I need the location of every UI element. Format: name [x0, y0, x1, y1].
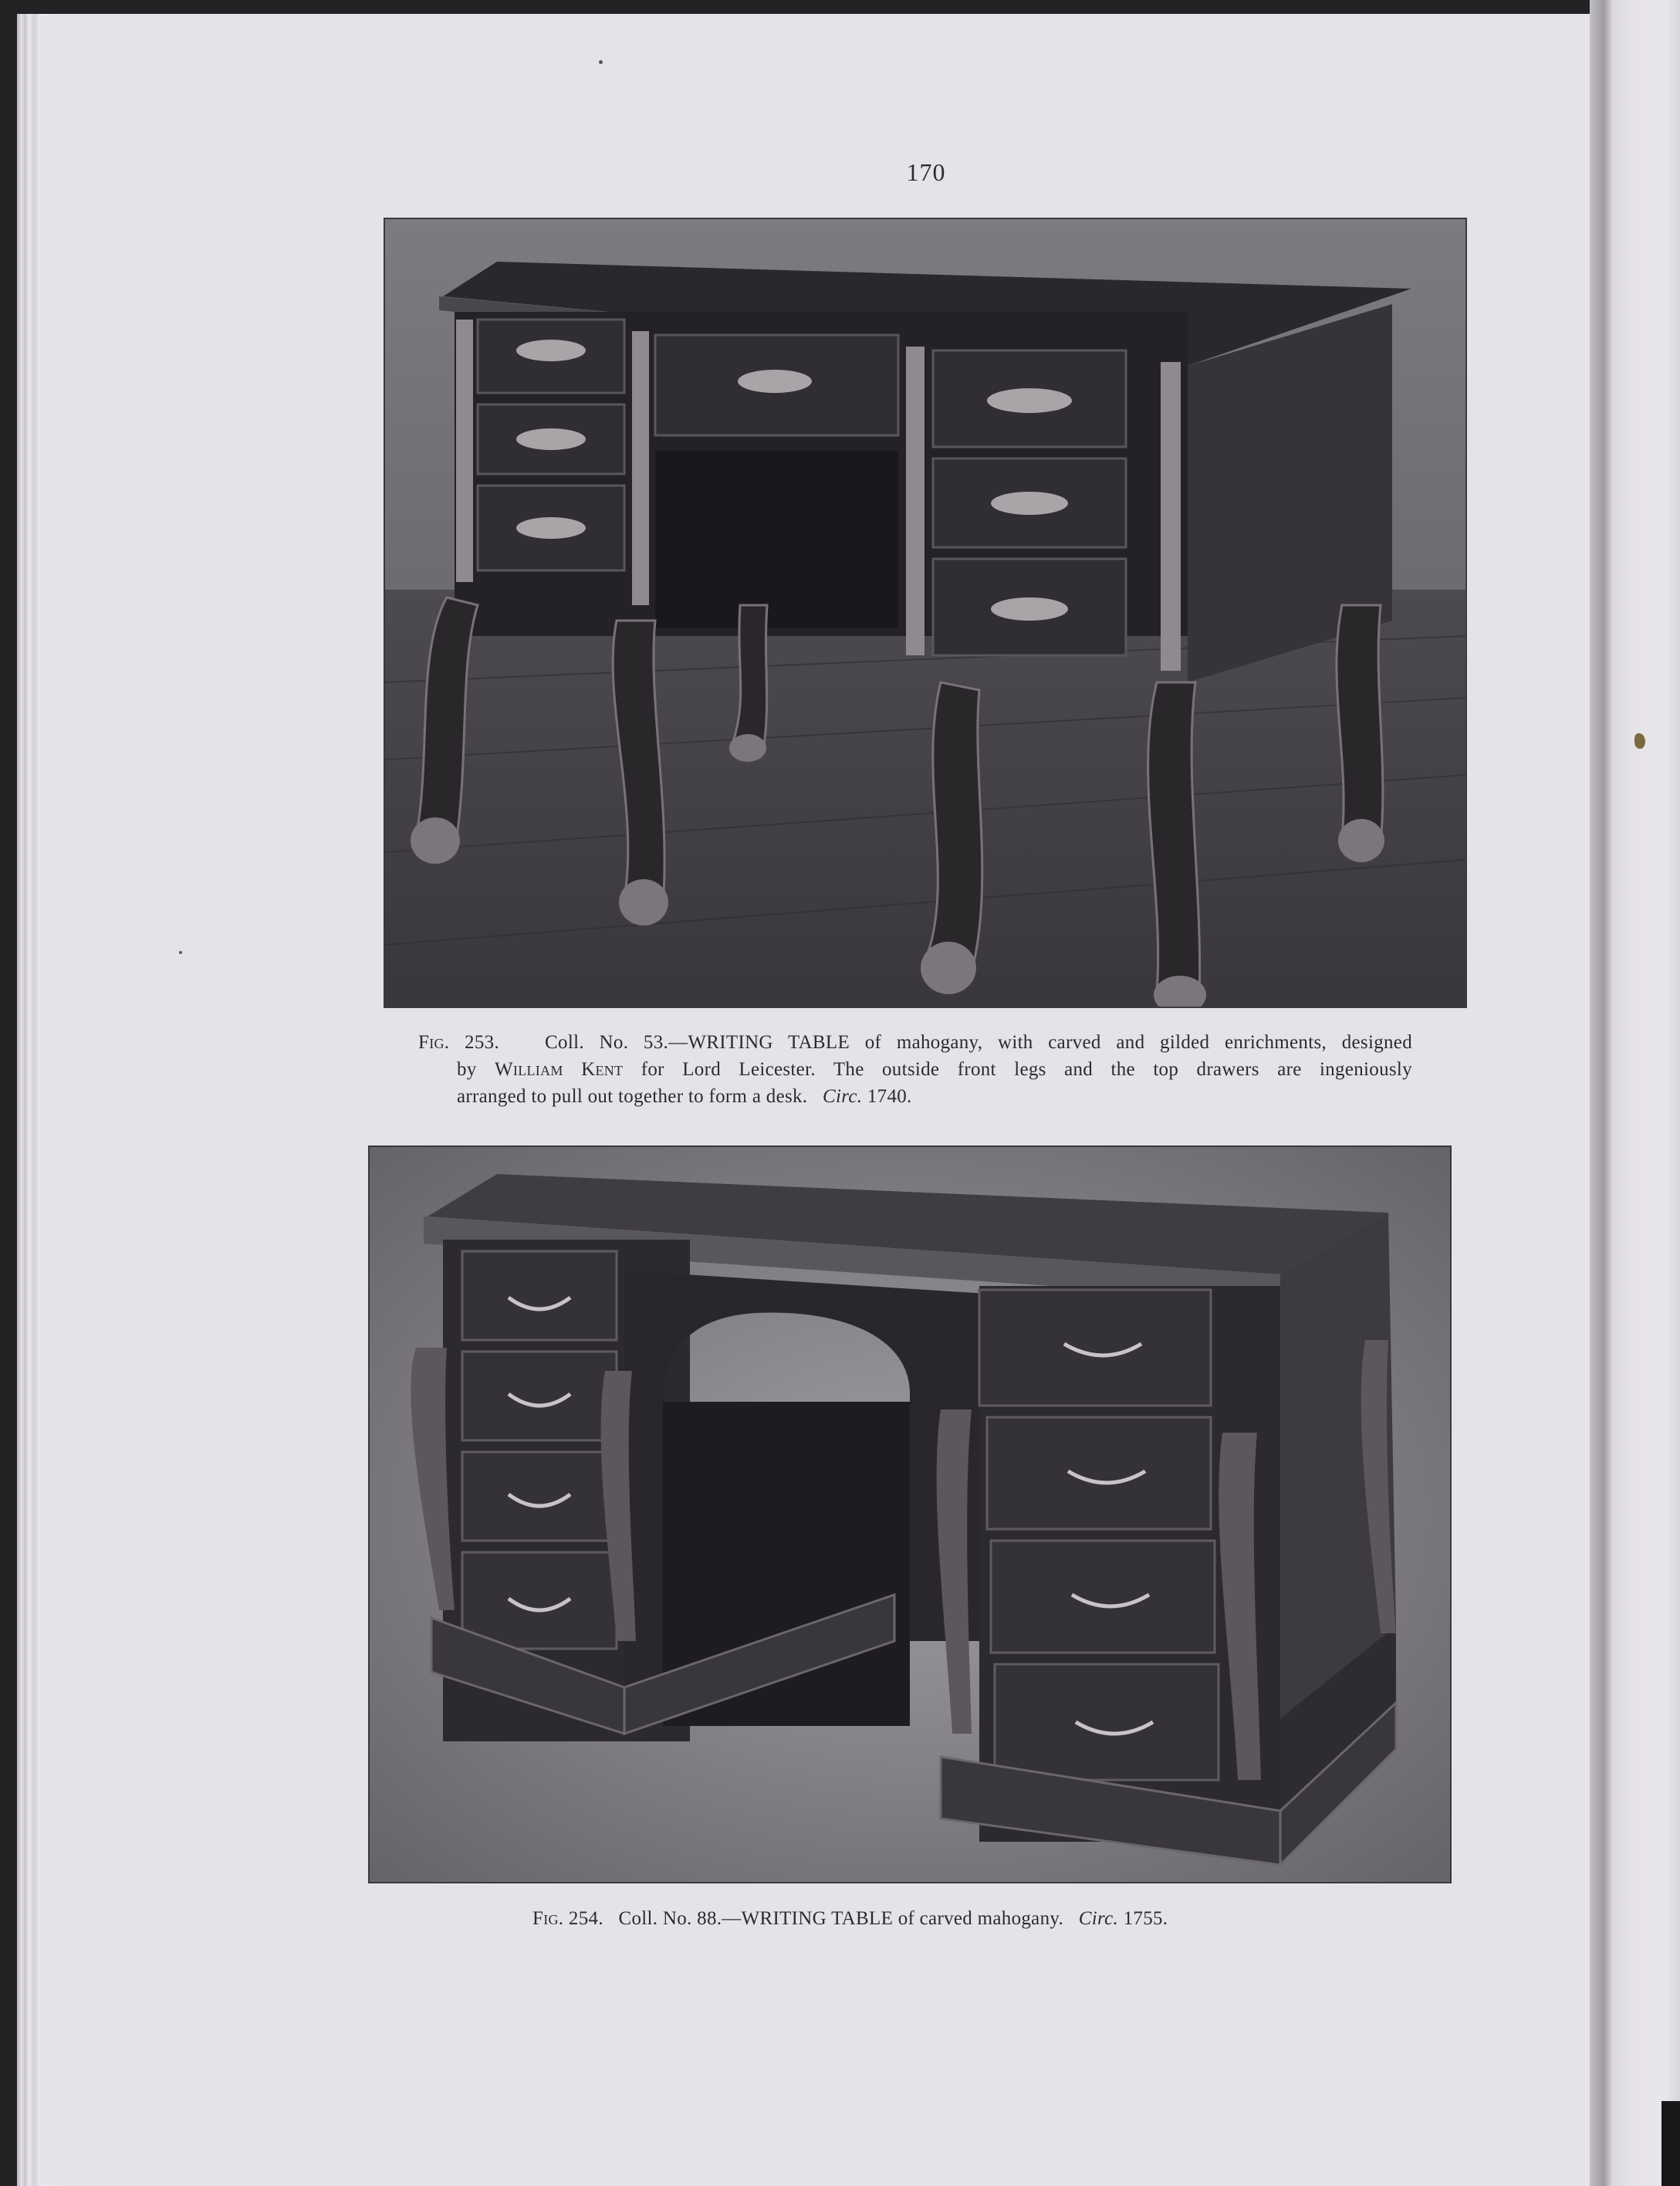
stain-mark: [1634, 733, 1645, 749]
writing-table-pedestal-image: [370, 1147, 1450, 1882]
writing-table-kent-image: [385, 219, 1465, 1007]
caption-text: Coll. No. 88.—WRITING TABLE of carved mahogany.: [618, 1908, 1064, 1929]
caption-year: 1740.: [867, 1086, 912, 1107]
circa-label: Circ.: [823, 1086, 863, 1107]
caption-text: Coll. No. 53.—WRITING TABLE of mahogany, with carved and gilded enrichments, designed: [545, 1032, 1412, 1053]
figure-253-caption: [418, 1029, 1412, 1110]
caption-text: for Lord Leicester. The outside front legs and the top drawers are ingeniously: [641, 1059, 1412, 1080]
caption-text: arranged to pull out together to form a desk.: [457, 1086, 808, 1107]
figure-254-caption: [532, 1908, 1304, 1930]
speck: [179, 951, 182, 954]
fig-number: 254.: [568, 1908, 603, 1929]
facing-page-edge: [1590, 0, 1680, 2186]
caption-line-2: [418, 1056, 1412, 1083]
page-number: 170: [906, 158, 946, 186]
fig-label: Fig.: [532, 1908, 564, 1929]
figure-254-photo: [368, 1145, 1452, 1883]
fig-number: 253.: [465, 1032, 499, 1053]
caption-year: 1755.: [1123, 1908, 1168, 1929]
caption-text: by: [457, 1059, 477, 1080]
caption-line-1: [418, 1029, 1412, 1056]
figure-253-photo: [384, 218, 1467, 1008]
speck: [599, 60, 603, 64]
circa-label: Circ.: [1078, 1908, 1119, 1929]
scan-corner: [1661, 2101, 1680, 2186]
caption-line-3: [418, 1083, 1412, 1110]
designer-name: William Kent: [495, 1059, 624, 1080]
fig-label: Fig.: [418, 1032, 450, 1053]
